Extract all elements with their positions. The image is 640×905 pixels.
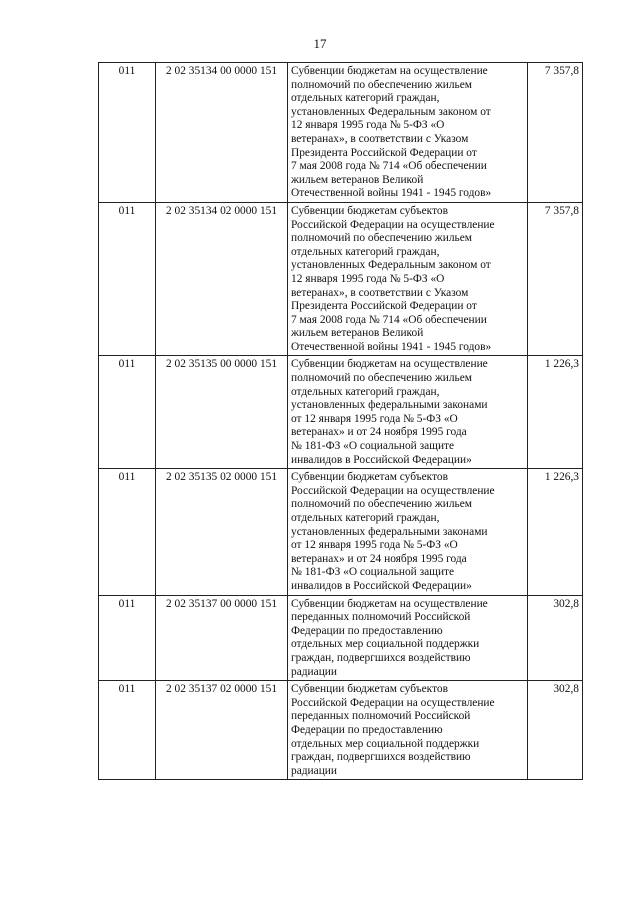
table-row xyxy=(99,595,583,681)
revenue-name-cell xyxy=(288,469,528,595)
amount-cell: 1 226,3 xyxy=(528,469,583,595)
revenue-name-line: 12 января 1995 года № 5-ФЗ «О xyxy=(291,272,445,285)
revenue-code-cell: 2 02 35137 02 0000 151 xyxy=(156,681,288,780)
revenue-name-line: граждан, подвергшихся воздействию xyxy=(291,751,471,764)
revenue-code-cell: 2 02 35135 02 0000 151 xyxy=(156,469,288,595)
revenue-name-cell xyxy=(288,202,528,356)
revenue-name-line: отдельных категорий граждан, xyxy=(291,245,440,258)
revenue-name-line: отдельных категорий граждан, xyxy=(291,92,440,105)
revenue-name-line: 12 января 1995 года № 5-ФЗ «О xyxy=(291,119,445,132)
revenue-name-line: установленных Федеральным законом от xyxy=(291,105,491,118)
revenue-name-line: 7 мая 2008 года № 714 «Об обеспечении xyxy=(291,160,487,173)
table-row xyxy=(99,469,583,595)
amount-cell: 1 226,3 xyxy=(528,356,583,469)
table-row xyxy=(99,681,583,780)
revenue-name-line: ветеранах», в соответствии с Указом xyxy=(291,132,469,145)
revenue-name-line: полномочий по обеспечению жильем xyxy=(291,78,472,91)
revenue-name-line: Отечественной войны 1941 - 1945 годов» xyxy=(291,340,492,353)
revenue-name-line: Президента Российской Федерации от xyxy=(291,146,477,159)
revenue-name-line: Российской Федерации на осуществление xyxy=(291,696,495,709)
revenue-name-line: установленных федеральными законами xyxy=(291,525,488,538)
amount-cell: 7 357,8 xyxy=(528,63,583,203)
revenue-name-line: Президента Российской Федерации от xyxy=(291,300,477,313)
revenue-name-cell xyxy=(288,595,528,681)
admin-code-cell: 011 xyxy=(99,595,156,681)
revenue-name-line: радиации xyxy=(291,764,337,777)
revenue-name-line: № 181-ФЗ «О социальной защите xyxy=(291,440,455,453)
revenue-name-line: Российской Федерации на осуществление xyxy=(291,218,495,231)
revenue-name-line: Федерации по предоставлению xyxy=(291,723,443,736)
revenue-name-line: инвалидов в Российской Федерации» xyxy=(291,579,472,592)
revenue-name-line: Субвенции бюджетам на осуществление xyxy=(291,65,488,77)
revenue-name-line: от 12 января 1995 года № 5-ФЗ «О xyxy=(291,539,458,552)
amount-cell: 302,8 xyxy=(528,681,583,780)
revenue-name-line: Отечественной войны 1941 - 1945 годов» xyxy=(291,187,492,200)
revenue-code-cell: 2 02 35135 00 0000 151 xyxy=(156,356,288,469)
revenue-name-line: отдельных мер социальной поддержки xyxy=(291,638,480,651)
admin-code-cell: 011 xyxy=(99,681,156,780)
revenue-code-cell: 2 02 35134 00 0000 151 xyxy=(156,63,288,203)
revenue-name-line: отдельных категорий граждан, xyxy=(291,385,440,398)
revenue-name-line: Субвенции бюджетам на осуществление xyxy=(291,597,488,610)
revenue-name-line: Субвенции бюджетам субъектов xyxy=(291,683,448,696)
revenue-name-line: ветеранах» и от 24 ноября 1995 года xyxy=(291,552,467,565)
admin-code-cell: 011 xyxy=(99,356,156,469)
revenue-name-line: полномочий по обеспечению жильем xyxy=(291,232,472,245)
revenue-name-line: Субвенции бюджетам субъектов xyxy=(291,471,448,484)
revenue-name-line: переданных полномочий Российской xyxy=(291,611,471,624)
amount-cell: 7 357,8 xyxy=(528,202,583,356)
revenue-name-line: граждан, подвергшихся воздействию xyxy=(291,651,471,664)
revenue-name-line: Субвенции бюджетам субъектов xyxy=(291,204,448,217)
revenue-name-line: Федерации по предоставлению xyxy=(291,624,443,637)
revenue-name-line: Российской Федерации на осуществление xyxy=(291,484,495,497)
admin-code-cell: 011 xyxy=(99,202,156,356)
revenue-name-line: инвалидов в Российской Федерации» xyxy=(291,453,472,466)
revenue-name-line: установленных федеральными законами xyxy=(291,399,488,412)
revenue-code-cell: 2 02 35134 02 0000 151 xyxy=(156,202,288,356)
budget-revenue-table xyxy=(98,62,583,780)
revenue-name-line: ветеранах» и от 24 ноября 1995 года xyxy=(291,426,467,439)
revenue-name-line: отдельных мер социальной поддержки xyxy=(291,737,480,750)
revenue-name-line: 7 мая 2008 года № 714 «Об обеспечении xyxy=(291,313,487,326)
revenue-name-line: ветеранах», в соответствии с Указом xyxy=(291,286,469,299)
revenue-name-line: переданных полномочий Российской xyxy=(291,710,471,723)
table-body xyxy=(99,63,583,780)
revenue-name-line: жильем ветеранов Великой xyxy=(291,173,424,186)
revenue-code-cell: 2 02 35137 00 0000 151 xyxy=(156,595,288,681)
revenue-name-line: от 12 января 1995 года № 5-ФЗ «О xyxy=(291,412,458,425)
table-row xyxy=(99,63,583,203)
table-row xyxy=(99,356,583,469)
revenue-name-line: жильем ветеранов Великой xyxy=(291,327,424,340)
revenue-name-line: установленных Федеральным законом от xyxy=(291,259,491,272)
page-number: 17 xyxy=(313,36,327,51)
admin-code-cell: 011 xyxy=(99,63,156,203)
revenue-name-line: отдельных категорий граждан, xyxy=(291,512,440,524)
revenue-name-line: полномочий по обеспечению жильем xyxy=(291,498,472,511)
admin-code-cell: 011 xyxy=(99,469,156,595)
revenue-name-cell xyxy=(288,356,528,469)
revenue-name-cell xyxy=(288,63,528,203)
revenue-name-line: полномочий по обеспечению жильем xyxy=(291,372,472,385)
revenue-name-line: № 181-ФЗ «О социальной защите xyxy=(291,566,455,579)
revenue-name-cell xyxy=(288,681,528,780)
amount-cell: 302,8 xyxy=(528,595,583,681)
table-row xyxy=(99,202,583,356)
revenue-name-line: радиации xyxy=(291,665,337,678)
revenue-name-line: Субвенции бюджетам на осуществление xyxy=(291,358,488,371)
